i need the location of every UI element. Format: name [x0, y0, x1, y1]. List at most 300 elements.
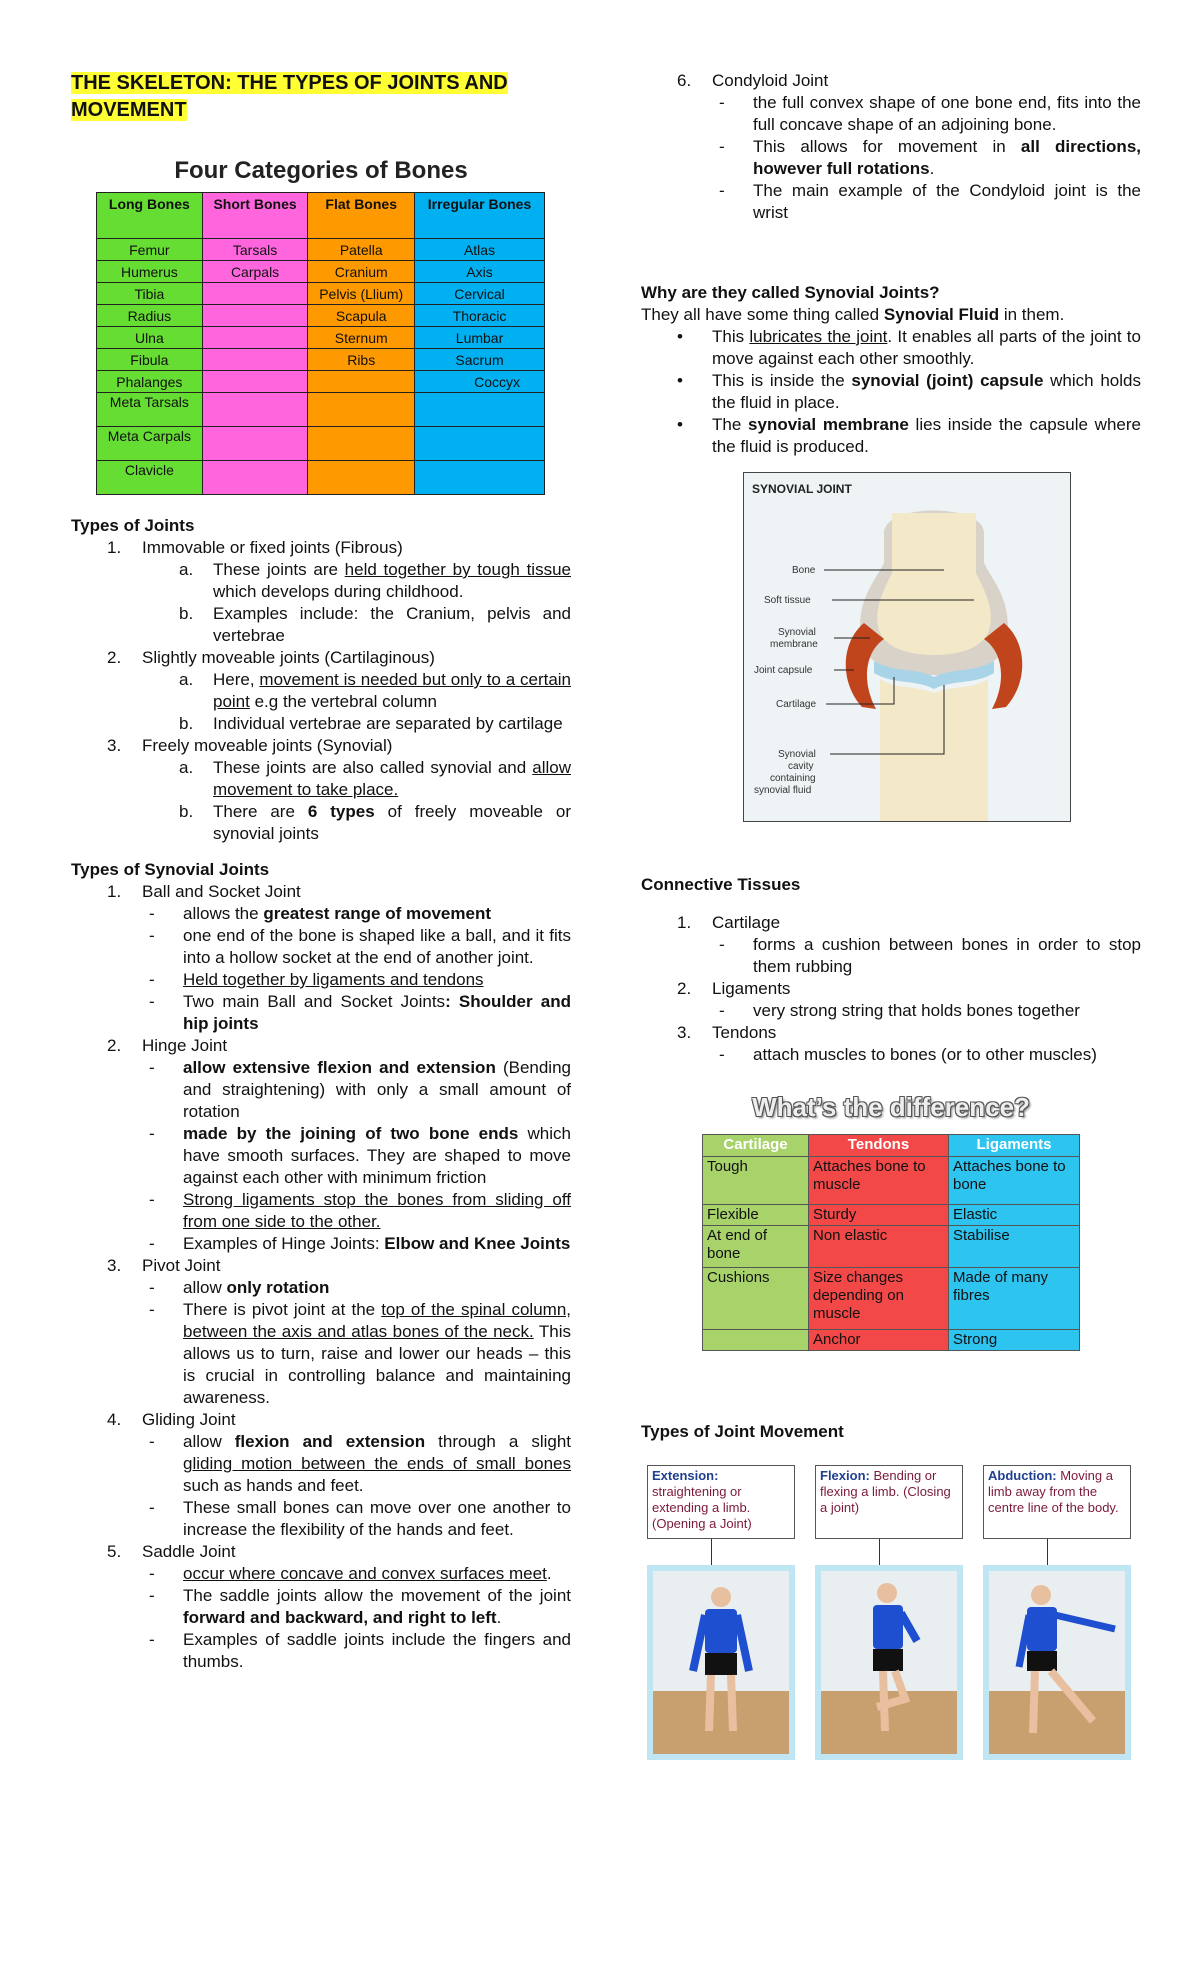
movement-photo [983, 1565, 1131, 1760]
upper-bone-shape [877, 513, 991, 655]
table-cell: Clavicle [97, 461, 203, 495]
dash-item [641, 136, 1141, 180]
list-number: 6. [677, 71, 692, 90]
table-row [97, 349, 545, 371]
label-bone: Bone [792, 565, 816, 576]
sub-marker: a. [179, 758, 194, 777]
dash-item [71, 925, 571, 969]
connective-list [641, 912, 1141, 1066]
table-cell [202, 393, 308, 427]
text: Individual vertebrae are separated by cartilage [213, 714, 563, 733]
text: which develops during childhood. [213, 582, 464, 601]
right-leg [731, 1675, 733, 1731]
dash-marker: - [149, 1278, 155, 1297]
table-row [97, 427, 545, 461]
table-cell: Made of many fibres [949, 1268, 1080, 1330]
sub-marker: b. [179, 802, 194, 821]
movement-caption [647, 1465, 795, 1539]
dash-item [71, 1299, 571, 1409]
text: The [712, 415, 749, 434]
table-cell [202, 349, 308, 371]
table-cell [415, 393, 545, 427]
table-cell [308, 371, 415, 393]
table-cell [703, 1330, 809, 1351]
underlined-text: Strong ligaments stop the bones from sliding off from one side to the other. [183, 1190, 571, 1231]
dash-marker: - [149, 1058, 155, 1077]
bold-text: 6 types [307, 802, 375, 821]
table-cell [308, 461, 415, 495]
underlined-text: top of the spinal column, between the axis and atlas bones of the neck. [183, 1300, 571, 1341]
bold-text: made by the joining of two bone ends [183, 1124, 519, 1143]
table-cell: Flexible [703, 1205, 809, 1226]
text: allow [183, 1432, 235, 1451]
list-number: 3. [677, 1023, 692, 1042]
dash-item [71, 1057, 571, 1123]
movement-term: Extension [652, 1468, 715, 1483]
dash-item [641, 180, 1141, 224]
dash-item [641, 1044, 1141, 1066]
movement-caption [815, 1465, 963, 1539]
list-item-label: Cartilage [712, 913, 781, 932]
list-item-saddle [71, 1541, 571, 1673]
list-number: 3. [107, 1256, 122, 1275]
table-row [97, 461, 545, 495]
text: This allows for movement in [753, 137, 1021, 156]
table-cell: Thoracic [415, 305, 545, 327]
text: the full convex shape of one bone end, fits into the full concave shape of an adjoining bone. [753, 93, 1141, 134]
dash-item [71, 969, 571, 991]
dash-item [71, 991, 571, 1035]
dash-item [71, 1497, 571, 1541]
page-title [71, 70, 571, 124]
table-cell [308, 427, 415, 461]
table-cell: Femur [97, 239, 203, 261]
table-cell: Phalanges [97, 371, 203, 393]
dash-marker: - [719, 93, 725, 112]
text: such as hands and feet. [183, 1476, 364, 1495]
table-cell: Sacrum [415, 349, 545, 371]
bones-header-irregular: Irregular Bones [415, 193, 545, 239]
sub-item [71, 713, 571, 735]
sub-item [71, 801, 571, 845]
table-row [97, 371, 545, 393]
table-row [97, 327, 545, 349]
text: This [712, 327, 750, 346]
table-cell [415, 461, 545, 495]
list-item [641, 912, 1141, 978]
difference-title: What’s the difference? [752, 1092, 1030, 1122]
dash-marker: - [149, 1190, 155, 1209]
movement-desc: Bending or flexing a limb. (Closing a joint) [820, 1468, 951, 1515]
table-row [703, 1268, 1080, 1330]
dash-item [71, 1233, 571, 1255]
text: Examples of Hinge Joints: [183, 1234, 385, 1253]
text: . [546, 1564, 552, 1583]
movement-photo [815, 1565, 963, 1760]
bold-text: all directions, however full rotations [753, 137, 1141, 178]
bones-header-short: Short Bones [202, 193, 308, 239]
list-number: 2. [107, 1036, 122, 1055]
table-cell: Axis [415, 261, 545, 283]
text: These joints are [213, 560, 345, 579]
list-item [71, 647, 571, 735]
list-item-hinge [71, 1035, 571, 1255]
head [877, 1583, 897, 1603]
sub-item [71, 603, 571, 647]
underlined-text: gliding motion between the ends of small bones [183, 1454, 571, 1473]
movement-desc: straightening or extending a limb. (Opening a Joint) [652, 1484, 752, 1531]
bullet-marker: • [677, 327, 683, 346]
table-cell: Strong [949, 1330, 1080, 1351]
table-cell: Lumbar [415, 327, 545, 349]
list-item [641, 1022, 1141, 1066]
list-item-label: Pivot Joint [142, 1256, 221, 1275]
text: Two main Ball and Socket Joints [183, 992, 446, 1011]
list-item-label: Hinge Joint [142, 1036, 228, 1055]
bold-text: flexion and extension [234, 1432, 426, 1451]
dash-item [641, 934, 1141, 978]
table-cell: Sturdy [809, 1205, 949, 1226]
head [711, 1587, 731, 1607]
dash-marker: - [149, 1630, 155, 1649]
dash-item [71, 903, 571, 925]
bold-text: synovial membrane [748, 415, 909, 434]
list-item [71, 537, 571, 647]
lower-bone-shape [880, 679, 988, 821]
table-row [703, 1226, 1080, 1268]
synovial-joint-illustration [744, 473, 1070, 821]
bold-text: Shoulder and hip joints [183, 992, 572, 1033]
dash-marker: - [719, 935, 725, 954]
table-cell: Ulna [97, 327, 203, 349]
dash-marker: - [149, 904, 155, 923]
text: (Bending and straightening) with only a small amount of rotation [183, 1058, 571, 1121]
movement-separator: : [865, 1468, 870, 1483]
list-item-gliding [71, 1409, 571, 1541]
text: in them. [999, 305, 1065, 324]
list-item-label: Tendons [712, 1023, 777, 1042]
bones-header-flat: Flat Bones [308, 193, 415, 239]
table-cell: Tarsals [202, 239, 308, 261]
label-joint-capsule: Joint capsule [754, 665, 813, 676]
connector-line [879, 1539, 880, 1565]
table-cell: Anchor [809, 1330, 949, 1351]
text: Examples of saddle joints include the fingers and thumbs. [183, 1630, 571, 1671]
shirt [705, 1609, 737, 1653]
bold-text: forward and backward, and right to left [183, 1608, 497, 1627]
abduction-figure [989, 1571, 1125, 1754]
text: one end of the bone is shaped like a ball, and it fits into a hollow socket at the end of another joint. [183, 926, 571, 967]
dash-marker: - [719, 1001, 725, 1020]
bones-header-long: Long Bones [97, 193, 203, 239]
bones-heading: Four Categories of Bones [174, 157, 468, 184]
movement-row [647, 1465, 1141, 1760]
shorts [705, 1653, 737, 1675]
table-cell: Coccyx [415, 371, 545, 393]
sub-marker: a. [179, 560, 194, 579]
label-cartilage: Cartilage [776, 699, 817, 710]
table-cell [202, 371, 308, 393]
movement-flexion [815, 1465, 963, 1760]
table-cell [202, 283, 308, 305]
difference-header-row [703, 1135, 1080, 1157]
text: . [929, 159, 935, 178]
bold-text: only rotation [226, 1278, 330, 1297]
dash-marker: - [149, 1234, 155, 1253]
diagram-title: SYNOVIAL JOINT [752, 482, 852, 496]
table-cell: Meta Carpals [97, 427, 203, 461]
sub-item [71, 757, 571, 801]
list-number: 1. [677, 913, 692, 932]
table-cell: Tough [703, 1157, 809, 1205]
list-item [641, 978, 1141, 1022]
label-cavity: cavity [788, 761, 814, 772]
dash-marker: - [149, 992, 155, 1011]
bold-text: : [445, 992, 451, 1011]
text: . It enables all parts of the joint to move against each other smoothly. [712, 327, 1141, 368]
movement-abduction [983, 1465, 1131, 1760]
table-cell: Cranium [308, 261, 415, 283]
table-cell [202, 461, 308, 495]
text: attach muscles to bones (or to other muscles) [753, 1045, 1097, 1064]
dash-item [71, 1585, 571, 1629]
list-number: 3. [107, 736, 122, 755]
flexion-figure [821, 1571, 957, 1754]
bold-text: allow extensive flexion and extension [183, 1058, 496, 1077]
bullet-marker: • [677, 371, 683, 390]
table-cell: Size changes depending on muscle [809, 1268, 949, 1330]
text: The main example of the Condyloid joint is the wrist [753, 181, 1141, 222]
list-item-label: Freely moveable joints (Synovial) [142, 736, 393, 755]
text: allow [183, 1278, 227, 1297]
table-cell: At end of bone [703, 1226, 809, 1268]
label-synovial-2: Synovial [778, 749, 816, 760]
dash-marker: - [149, 1498, 155, 1517]
bones-header-row [97, 193, 545, 239]
bones-table [96, 192, 545, 495]
bold-text: synovial (joint) capsule [851, 371, 1044, 390]
table-row [703, 1157, 1080, 1205]
why-synovial-intro [641, 304, 1141, 326]
table-cell: Cushions [703, 1268, 809, 1330]
table-cell: Tibia [97, 283, 203, 305]
bold-text: greatest range of movement [263, 904, 492, 923]
dash-item [71, 1563, 571, 1585]
underlined-text: lubricates the joint [749, 327, 888, 346]
header-ligaments: Ligaments [949, 1135, 1080, 1157]
synovial-types-list [71, 881, 571, 1673]
dash-marker: - [719, 181, 725, 200]
table-cell [308, 393, 415, 427]
table-cell: Atlas [415, 239, 545, 261]
sub-item [71, 559, 571, 603]
dash-marker: - [149, 970, 155, 989]
head [1031, 1585, 1051, 1605]
table-cell: Elastic [949, 1205, 1080, 1226]
movement-separator: : [1052, 1468, 1057, 1483]
movement-caption [983, 1465, 1131, 1539]
list-item-label: Immovable or fixed joints (Fibrous) [142, 538, 403, 557]
label-membrane: membrane [770, 639, 818, 650]
table-cell [202, 327, 308, 349]
table-cell: Cervical [415, 283, 545, 305]
shorts [1027, 1651, 1057, 1671]
standing-leg [1033, 1671, 1035, 1733]
table-row [97, 239, 545, 261]
synovial-joint-diagram [743, 472, 1071, 822]
table-cell: Ribs [308, 349, 415, 371]
bullet-marker: • [677, 415, 683, 434]
list-number: 2. [677, 979, 692, 998]
dash-marker: - [149, 1432, 155, 1451]
label-synovial: Synovial [778, 627, 816, 638]
list-item-label: Gliding Joint [142, 1410, 236, 1429]
shorts [873, 1649, 903, 1671]
dash-item [71, 1629, 571, 1673]
table-cell: Non elastic [809, 1226, 949, 1268]
bold-text: Elbow and Knee Joints [384, 1234, 571, 1253]
connector-line [1047, 1539, 1048, 1565]
table-cell: Carpals [202, 261, 308, 283]
text: Here, [213, 670, 260, 689]
label-soft-tissue: Soft tissue [764, 595, 811, 606]
table-cell [202, 427, 308, 461]
difference-table [702, 1134, 1080, 1351]
synovial-types-heading: Types of Synovial Joints [71, 860, 270, 879]
bullet-item [641, 370, 1141, 414]
text: The saddle joints allow the movement of the joint [183, 1586, 571, 1605]
left-column [71, 70, 571, 1673]
table-cell: Fibula [97, 349, 203, 371]
list-item-label: Slightly moveable joints (Cartilaginous) [142, 648, 435, 667]
dash-marker: - [149, 1300, 155, 1319]
extension-figure [653, 1571, 789, 1754]
sub-marker: b. [179, 604, 194, 623]
text: which have smooth surfaces. They are shaped to move against each other with minimum friction [183, 1124, 571, 1187]
list-number: 4. [107, 1410, 122, 1429]
dash-item [641, 1000, 1141, 1022]
text: They all have some thing called [641, 305, 884, 324]
list-item-label: Condyloid Joint [712, 71, 829, 90]
table-row [97, 283, 545, 305]
text: These joints are also called synovial and [213, 758, 533, 777]
condyloid-list [641, 70, 1141, 224]
movement-heading: Types of Joint Movement [641, 1422, 844, 1441]
underlined-text: held together by tough tissue [344, 560, 571, 579]
text: These small bones can move over one another to increase the flexibility of the hands and feet. [183, 1498, 571, 1539]
header-tendons: Tendons [809, 1135, 949, 1157]
list-item [71, 735, 571, 845]
label-synovial-fluid: synovial fluid [754, 785, 812, 796]
table-cell [415, 427, 545, 461]
list-item-label: Saddle Joint [142, 1542, 236, 1561]
movement-extension [647, 1465, 795, 1760]
table-cell: Scapula [308, 305, 415, 327]
list-number: 1. [107, 882, 122, 901]
dash-item [641, 92, 1141, 136]
table-cell: Attaches bone to bone [949, 1157, 1080, 1205]
dash-item [71, 1189, 571, 1233]
dash-marker: - [719, 1045, 725, 1064]
table-cell: Pelvis (Llium) [308, 283, 415, 305]
shirt [1027, 1607, 1057, 1651]
left-leg [709, 1675, 711, 1731]
text: . [496, 1608, 502, 1627]
dash-marker: - [149, 926, 155, 945]
text: Examples include: the Cranium, pelvis and vertebrae [213, 604, 571, 645]
connector-line [711, 1539, 712, 1565]
underlined-text: allow movement to take place. [213, 758, 571, 799]
list-item-label: Ligaments [712, 979, 791, 998]
dash-marker: - [149, 1124, 155, 1143]
bullet-item [641, 414, 1141, 458]
shirt [873, 1605, 903, 1649]
label-containing: containing [770, 773, 816, 784]
text: through a slight [425, 1432, 572, 1451]
underlined-text: movement is needed but only to a certain point [213, 670, 572, 711]
table-cell: Stabilise [949, 1226, 1080, 1268]
text: very strong string that holds bones together [753, 1001, 1080, 1020]
text: There are [213, 802, 308, 821]
types-of-joints-list [71, 537, 571, 845]
table-cell: Humerus [97, 261, 203, 283]
floor [653, 1691, 789, 1754]
bullet-item [641, 326, 1141, 370]
header-cartilage: Cartilage [703, 1135, 809, 1157]
types-of-joints-heading: Types of Joints [71, 516, 195, 535]
text: There is pivot joint at the [183, 1300, 382, 1319]
why-synovial-heading: Why are they called Synovial Joints? [641, 283, 940, 302]
list-item-ball-socket [71, 881, 571, 1035]
table-cell: Meta Tarsals [97, 393, 203, 427]
dash-item [71, 1431, 571, 1497]
text: lies inside the capsule where the fluid is produced. [712, 415, 1141, 456]
table-row [703, 1205, 1080, 1226]
underlined-text: occur where concave and convex surfaces meet [183, 1564, 547, 1583]
movement-desc: Moving a limb away from the centre line of the body. [988, 1468, 1119, 1515]
table-row [97, 305, 545, 327]
list-number: 1. [107, 538, 122, 557]
dash-item [71, 1123, 571, 1189]
table-row [97, 393, 545, 427]
list-number: 5. [107, 1542, 122, 1561]
sub-marker: a. [179, 670, 194, 689]
floor [989, 1691, 1125, 1754]
dash-marker: - [719, 137, 725, 156]
text: This allows us to turn, raise and lower our heads – this is crucial in controlling balance and maintaining awareness. [183, 1322, 571, 1407]
list-item-label: Ball and Socket Joint [142, 882, 301, 901]
table-cell: Patella [308, 239, 415, 261]
table-cell: Attaches bone to muscle [809, 1157, 949, 1205]
text: This is inside the [712, 371, 852, 390]
text: allows the [183, 904, 264, 923]
table-cell: Sternum [308, 327, 415, 349]
connective-heading: Connective Tissues [641, 875, 801, 894]
movement-separator: : [714, 1468, 719, 1483]
sub-marker: b. [179, 714, 194, 733]
movement-photo [647, 1565, 795, 1760]
underlined-text: Held together by ligaments and tendons [183, 970, 484, 989]
text: which holds the fluid in place. [712, 371, 1141, 412]
page-title-text: THE SKELETON: THE TYPES OF JOINTS AND MOVEMENT [71, 72, 508, 121]
table-row [97, 261, 545, 283]
movement-term: Abduction [988, 1468, 1053, 1483]
list-number: 2. [107, 648, 122, 667]
right-column [641, 70, 1141, 1760]
bold-text: Synovial Fluid [883, 305, 1000, 324]
text: e.g the vertebral column [249, 692, 437, 711]
sub-item [71, 669, 571, 713]
